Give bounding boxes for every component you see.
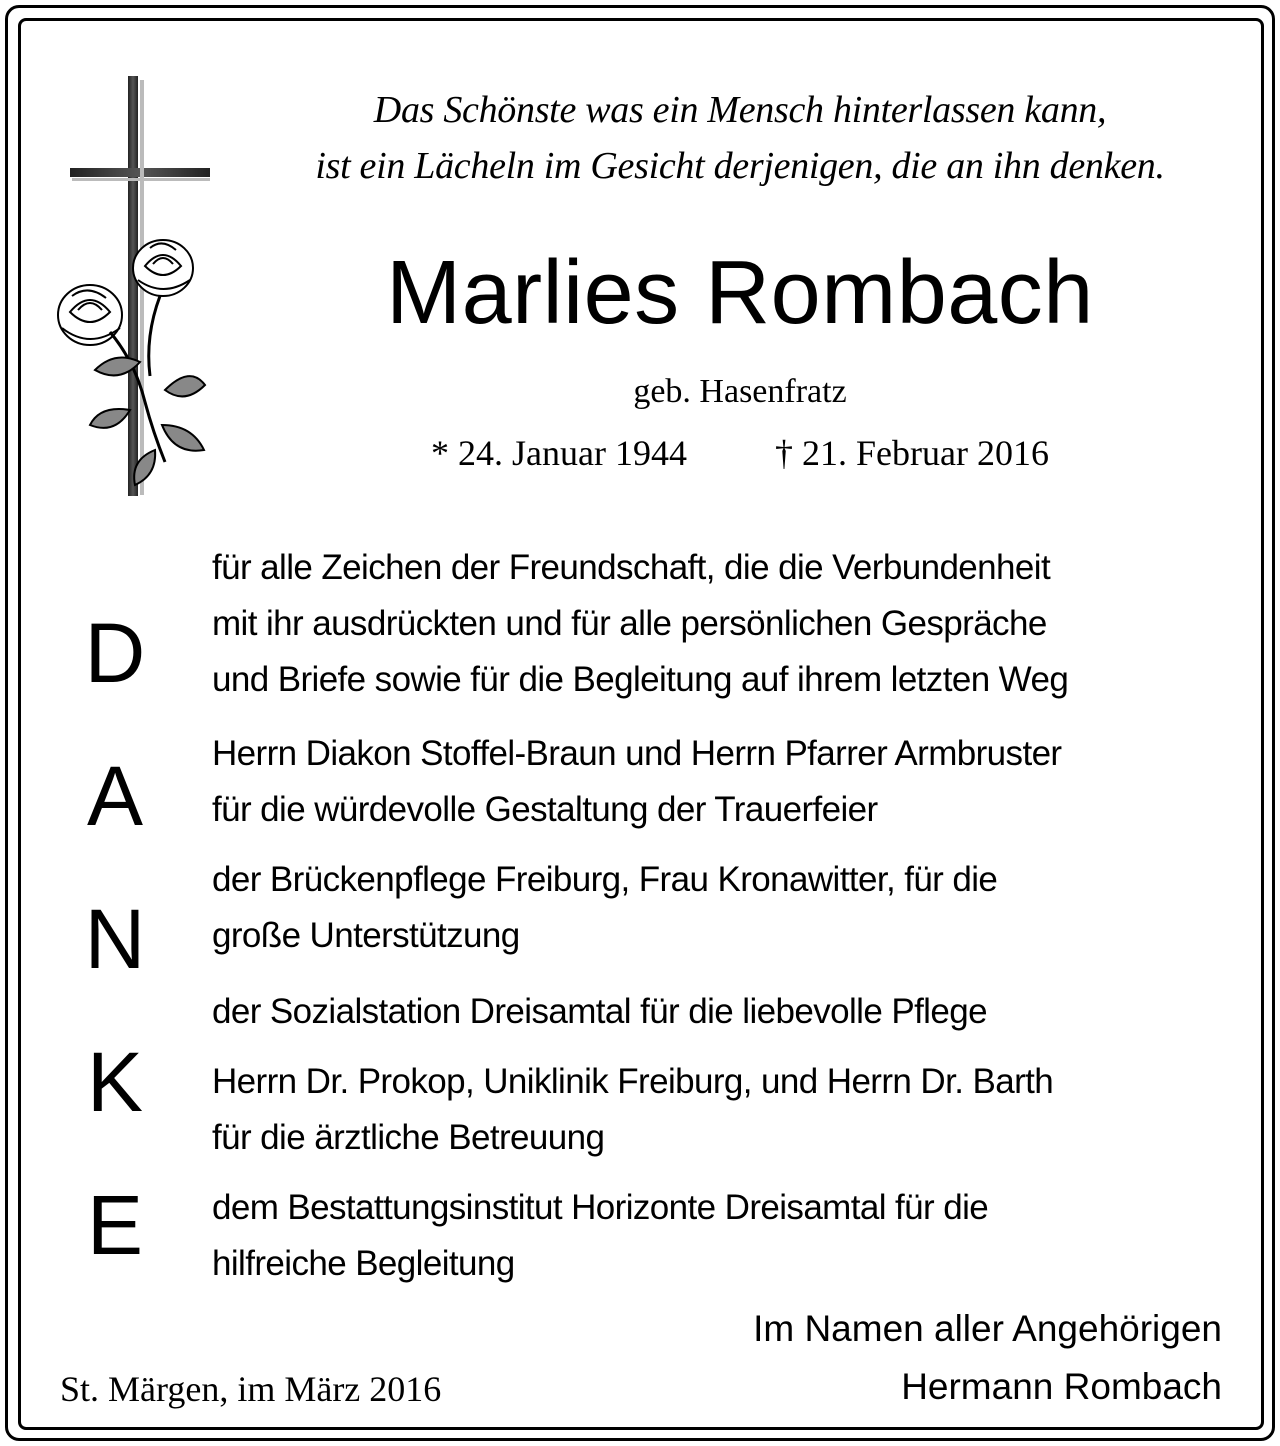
cross-with-roses-icon	[50, 70, 225, 510]
signature-line: Im Namen aller Angehörigen	[753, 1308, 1222, 1349]
life-dates	[230, 430, 1250, 476]
thanks-line: für alle Zeichen der Freundschaft, die die Verbundenheit	[212, 548, 1051, 587]
thanks-line: und Briefe sowie für die Begleitung auf ihrem letzten Weg	[212, 660, 1069, 699]
thanks-line: mit ihr ausdrückten und für alle persönlichen Gespräche	[212, 604, 1047, 643]
thanks-line: hilfreiche Begleitung	[212, 1244, 515, 1283]
birth-date: * 24. Januar 1944	[431, 433, 687, 473]
danke-letter: K	[86, 1035, 144, 1129]
death-date: † 21. Februar 2016	[775, 433, 1049, 473]
thanks-line: der Sozialstation Dreisamtal für die liebevolle Pflege	[212, 992, 987, 1031]
danke-letter: A	[86, 749, 144, 843]
danke-vertical	[60, 582, 170, 1297]
thanks-entry	[212, 852, 997, 964]
thanks-line: dem Bestattungsinstitut Horizonte Dreisamtal für die	[212, 1188, 989, 1227]
thanks-entry	[212, 726, 1062, 838]
thanks-line: der Brückenpflege Freiburg, Frau Kronawitter, für die	[212, 860, 998, 899]
place-date: St. Märgen, im März 2016	[60, 1369, 442, 1409]
maiden-name: geb. Hasenfratz	[633, 373, 847, 410]
danke-letter: E	[86, 1178, 144, 1272]
danke-letter: N	[84, 892, 146, 986]
thanks-entry	[212, 540, 1068, 708]
danke-letter: D	[84, 606, 146, 700]
quote-line: ist ein Lächeln im Gesicht derjenigen, die an ihn denken.	[315, 145, 1165, 187]
signature	[753, 1300, 1222, 1416]
signature-name: Hermann Rombach	[901, 1366, 1222, 1407]
thanks-entry	[212, 984, 987, 1040]
deceased-name: Marlies Rombach	[386, 243, 1094, 343]
thanks-entry	[212, 1054, 1053, 1166]
thanks-line: Herrn Dr. Prokop, Uniklinik Freiburg, und Herrn Dr. Barth	[212, 1062, 1054, 1101]
quote-line: Das Schönste was ein Mensch hinterlassen kann,	[373, 89, 1107, 131]
thanks-line: für die ärztliche Betreuung	[212, 1118, 605, 1157]
thanks-line: Herrn Diakon Stoffel-Braun und Herrn Pfarrer Armbruster	[212, 734, 1062, 773]
quote	[240, 82, 1240, 194]
thanks-line: große Unterstützung	[212, 916, 520, 955]
thanks-line: für die würdevolle Gestaltung der Trauerfeier	[212, 790, 878, 829]
thanks-entry	[212, 1180, 988, 1292]
